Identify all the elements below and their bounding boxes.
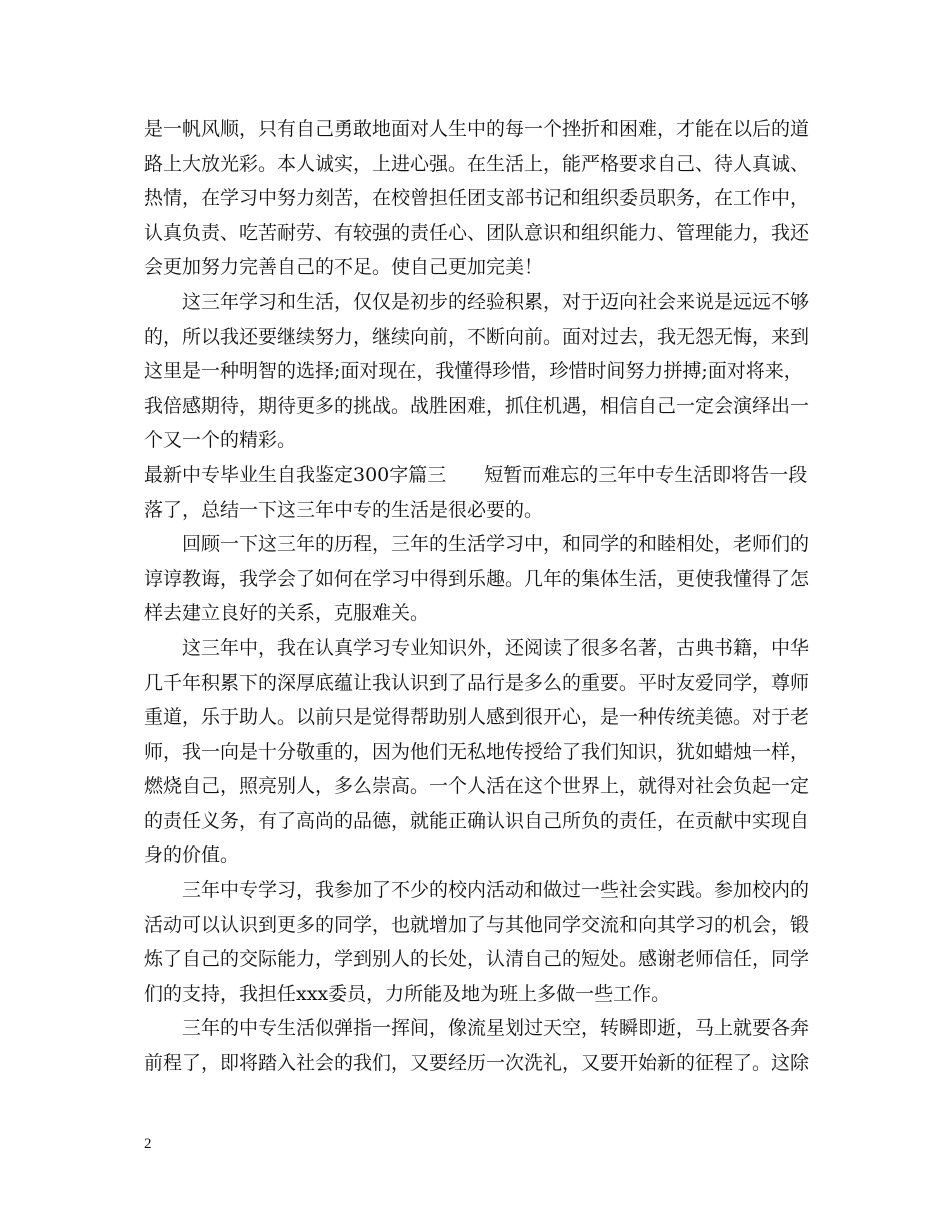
section-heading: 最新中专毕业生自我鉴定300字篇三 xyxy=(144,463,447,486)
text-line: 师，我一向是十分敬重的，因为他们无私地传授给了我们知识，犹如蜡烛一样， xyxy=(144,740,810,763)
text-line: 这里是一种明智的选择;面对现在，我懂得珍惜，珍惜时间努力拼搏;面对将来， xyxy=(144,360,803,383)
text-line: 短暂而难忘的三年中专生活即将告一段 xyxy=(484,463,808,486)
text-line: 落了，总结一下这三年中专的生活是很必要的。 xyxy=(144,498,544,521)
document-body xyxy=(144,112,824,1081)
text-line: 热情，在学习中努力刻苦，在校曾担任团支部书记和组织委员职务，在工作中， xyxy=(144,187,810,210)
text-line: 的责任义务，有了高尚的品德，就能正确认识自己所负的责任，在贡献中实现自 xyxy=(144,809,810,832)
text-line: 谆谆教诲，我学会了如何在学习中得到乐趣。几年的集体生活，更使我懂得了怎 xyxy=(144,567,810,590)
section-heading-line xyxy=(144,458,824,493)
text-line: 认真负责、吃苦耐劳、有较强的责任心、团队意识和组织能力、管理能力，我还 xyxy=(144,221,810,244)
text-line: 回顾一下这三年的历程，三年的生活学习中，和同学的和睦相处，老师们的 xyxy=(182,533,810,556)
text-line: 身的价值。 xyxy=(144,844,240,867)
text-line: 前程了，即将踏入社会的我们，又要经历一次洗礼，又要开始新的征程了。这除 xyxy=(144,1052,810,1075)
text-line: 是一帆风顺，只有自己勇敢地面对人生中的每一个挫折和困难，才能在以后的道 xyxy=(144,118,810,140)
text-line: 三年的中专生活似弹指一挥间，像流星划过天空，转瞬即逝，马上就要各奔 xyxy=(182,1017,810,1040)
text-line: 的，所以我还要继续努力，继续向前，不断向前。面对过去，我无怨无悔，来到 xyxy=(144,325,810,348)
text-line: 活动可以认识到更多的同学，也就增加了与其他同学交流和向其学习的机会，锻 xyxy=(144,913,810,936)
text-line: 几千年积累下的深厚底蕴让我认识到了品行是多么的重要。平时友爱同学，尊师 xyxy=(144,671,810,694)
text-line: 燃烧自己，照亮别人，多么崇高。一个人活在这个世界上，就得对社会负起一定 xyxy=(144,775,810,798)
text-line: 三年中专学习，我参加了不少的校内活动和做过一些社会实践。参加校内的 xyxy=(182,879,810,902)
page-number: 2 xyxy=(144,1136,152,1152)
text-line: 我倍感期待，期待更多的挑战。战胜困难，抓住机遇，相信自己一定会演绎出一 xyxy=(144,394,810,417)
text-line: 重道，乐于助人。以前只是觉得帮助别人感到很开心，是一种传统美德。对于老 xyxy=(144,706,810,729)
text-line: 这三年学习和生活，仅仅是初步的经验积累，对于迈向社会来说是远远不够 xyxy=(182,290,810,313)
text-line: 样去建立良好的关系，克服难关。 xyxy=(144,602,430,625)
text-line: 这三年中，我在认真学习专业知识外，还阅读了很多名著，古典书籍，中华 xyxy=(182,636,810,659)
text-line: 个又一个的精彩。 xyxy=(144,429,297,452)
text-line: 路上大放光彩。本人诚实，上进心强。在生活上，能严格要求自己、待人真诚、 xyxy=(144,152,810,175)
text-line: 们的支持，我担任xxx委员，力所能及地为班上多做一些工作。 xyxy=(144,982,671,1005)
text-line: 会更加努力完善自己的不足。使自己更加完美！ xyxy=(144,256,544,279)
text-line: 炼了自己的交际能力，学到别人的长处，认清自己的短处。感谢老师信任，同学 xyxy=(144,948,810,971)
